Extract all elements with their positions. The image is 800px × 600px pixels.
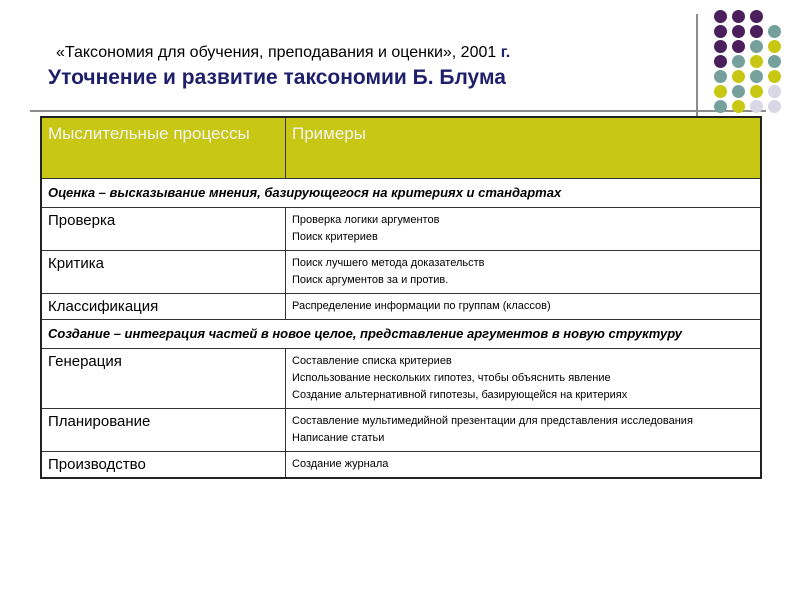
example-item: Использование нескольких гипотез, чтобы объяснить явление	[292, 372, 611, 384]
decorative-dot	[768, 100, 781, 113]
header-examples: Примеры	[286, 117, 762, 179]
title-line1	[48, 42, 688, 64]
section-row	[41, 320, 761, 349]
example-item: Поиск аргументов за и против.	[292, 274, 449, 286]
table-row	[41, 251, 761, 294]
decorative-dot	[714, 55, 727, 68]
decorative-dot	[732, 70, 745, 83]
process-cell: Проверка	[41, 208, 286, 251]
decorative-dot	[732, 25, 745, 38]
decorative-dot	[750, 85, 763, 98]
decorative-dot	[732, 40, 745, 53]
table-row	[41, 294, 761, 320]
process-cell: Критика	[41, 251, 286, 294]
table-row	[41, 409, 761, 452]
taxonomy-table	[40, 116, 762, 479]
table-row	[41, 452, 761, 479]
decorative-dot	[714, 100, 727, 113]
decorative-dot	[750, 10, 763, 23]
decorative-dot	[732, 10, 745, 23]
header-processes: Мыслительные процессы	[41, 117, 286, 179]
decorative-dot	[768, 25, 781, 38]
decorative-dot	[714, 10, 727, 23]
table-row	[41, 208, 761, 251]
table-header-row	[41, 117, 761, 179]
decorative-dot	[714, 25, 727, 38]
example-item: Составление списка критериев	[292, 355, 452, 367]
slide-title	[48, 42, 688, 92]
example-item: Составление мультимедийной презентации для представления исследования	[292, 415, 693, 427]
examples-cell	[286, 208, 762, 251]
example-item: Поиск лучшего метода доказательств	[292, 257, 485, 269]
title-line1-suffix: г.	[500, 44, 511, 61]
decorative-dot	[750, 55, 763, 68]
example-item: Создание журнала	[292, 458, 389, 470]
example-item: Поиск критериев	[292, 231, 378, 243]
section-title: Создание – интеграция частей в новое целое, представление аргументов в новую структуру	[41, 320, 761, 349]
section-row	[41, 179, 761, 208]
title-line1-text: «Таксономия для обучения, преподавания и оценки», 2001	[56, 44, 497, 61]
example-item: Распределение информации по группам (классов)	[292, 300, 551, 312]
examples-cell	[286, 251, 762, 294]
decorative-dot	[750, 40, 763, 53]
decorative-dot	[768, 85, 781, 98]
title-line2: Уточнение и развитие таксономии Б. Блума	[48, 66, 506, 89]
decorative-dot	[750, 100, 763, 113]
decorative-dot	[768, 70, 781, 83]
process-cell: Классификация	[41, 294, 286, 320]
example-item: Создание альтернативной гипотезы, базирующейся на критериях	[292, 389, 628, 401]
process-cell: Генерация	[41, 349, 286, 409]
table-row	[41, 349, 761, 409]
decorative-dot	[768, 40, 781, 53]
examples-cell	[286, 409, 762, 452]
examples-cell	[286, 452, 762, 479]
decorative-dot	[714, 40, 727, 53]
decorative-dot	[714, 85, 727, 98]
decorative-dot	[750, 25, 763, 38]
example-item: Написание статьи	[292, 432, 385, 444]
decorative-vertical-line	[696, 14, 698, 116]
decorative-horizontal-line	[30, 110, 766, 112]
decorative-dot	[732, 100, 745, 113]
decorative-dot	[732, 85, 745, 98]
examples-cell	[286, 349, 762, 409]
decorative-dot	[768, 55, 781, 68]
decorative-dot	[750, 70, 763, 83]
decorative-dot	[732, 55, 745, 68]
process-cell: Планирование	[41, 409, 286, 452]
examples-cell	[286, 294, 762, 320]
decorative-dot	[714, 70, 727, 83]
section-title: Оценка – высказывание мнения, базирующегося на критериях и стандартах	[41, 179, 761, 208]
process-cell: Производство	[41, 452, 286, 479]
example-item: Проверка логики аргументов	[292, 214, 440, 226]
